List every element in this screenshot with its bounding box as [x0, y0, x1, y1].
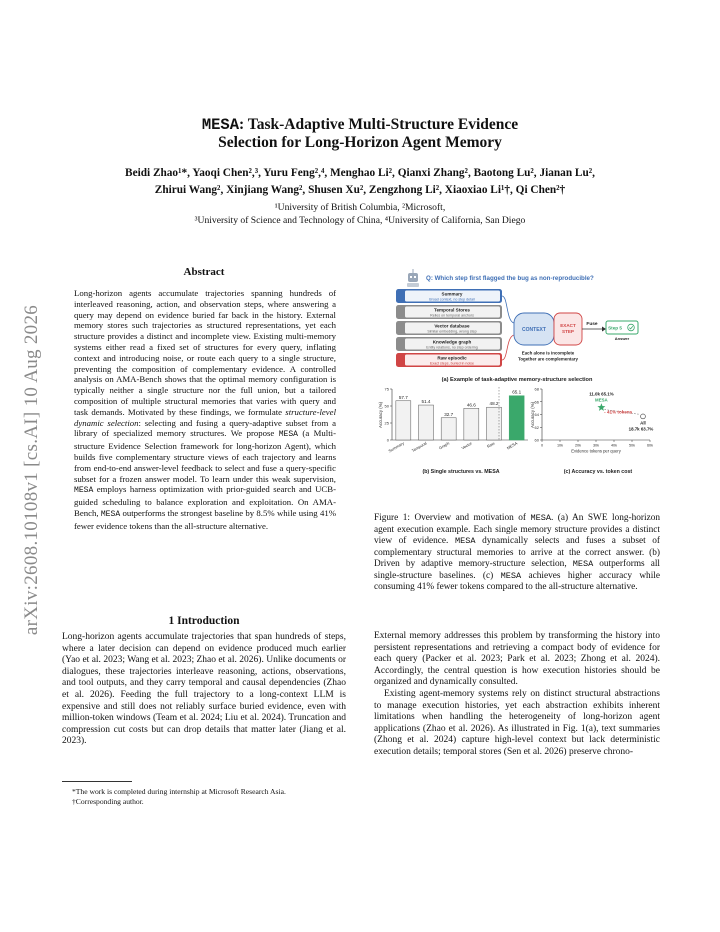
- abstract-method-name: MESA: [278, 430, 299, 440]
- panel-a-label: (a) Example of task-adaptive memory-structure selection: [441, 377, 593, 383]
- exact-step-label-1: EXACT: [560, 323, 576, 328]
- structure-desc: Exact steps, buried in noise: [430, 361, 474, 366]
- caption-method-name: MESA: [454, 536, 476, 546]
- abstract-text-4: employs harness optimization with prior-guided search and UCB-guided scheduling to balance exploration and exploitation. On AMA-Bench,: [74, 484, 336, 518]
- caption-text-5: achieves higher accuracy while consuming 41% fewer tokens compared to the all-structure alternative.: [374, 570, 660, 592]
- bar-y-tick-label: 50: [384, 403, 389, 409]
- bar-value-label: 46.6: [466, 402, 476, 408]
- abstract-body: [74, 288, 336, 532]
- arxiv-stamp-text: arXiv:2608.10108v1 [cs.AI] 10 Aug 2026: [21, 304, 42, 636]
- mesa-point-label: MESA: [595, 397, 608, 403]
- structure-summary: [396, 289, 502, 303]
- author-list: [60, 165, 660, 199]
- mesa-point-value: 11.0k 65.1%: [589, 391, 614, 397]
- bar-category-label: Raw: [486, 440, 496, 449]
- caption-text-3: dynamically selects and fuses a subset of complementary structural memories to arrive at the correct answer. (b) Driven by adaptive memory-structure selection,: [374, 536, 660, 569]
- affiliation-line-2: ³University of Science and Technology of China, ⁴University of California, San Diego: [194, 215, 526, 226]
- scatter-x-label: Evidence tokens per query: [571, 448, 621, 454]
- caption-method-name: MESA: [530, 513, 551, 523]
- author-line-1: Beidi Zhao¹*, Yaoqi Chen²,³, Yuru Feng²,⁴, Menghao Li², Qianxi Zhang², Baotong Lu², Jianan Lu²,: [125, 167, 595, 179]
- bar-value-label: 48.2: [489, 401, 499, 407]
- structure-desc: Entity relations, no step ordering: [426, 345, 478, 350]
- caption-method-name: MESA: [572, 559, 594, 569]
- answer-step: Step 5: [608, 325, 622, 331]
- bar-category-label: Vector: [460, 440, 473, 451]
- structure-desc: Broad context, no step detail: [429, 297, 475, 302]
- paper-title-line-2: Selection for Long-Horizon Agent Memory: [218, 134, 502, 151]
- scatter-x-tick-label: 40k: [610, 443, 618, 448]
- arxiv-stamp: [14, 255, 50, 685]
- point-all: [641, 414, 646, 419]
- structure-name: Temporal Stores: [434, 307, 470, 313]
- caption-text-2: . (a) An SWE long-horizon agent execution example. Each single memory structure provides a distinct view of evidence.: [374, 513, 661, 546]
- bar-category-label: Graph: [438, 440, 451, 451]
- structure-temporal: [396, 305, 502, 319]
- bar-summary: [396, 401, 411, 440]
- figure-caption: [374, 513, 660, 594]
- introduction-body: Long-horizon agents accumulate trajectories that span hundreds of steps, where a later decision can depend on evidence produced much earlier (Yao et al. 2023; Wang et al. 2023; Zhao et al. 2026). Unlike documents or dialogues, these trajectories interleave reasoning, actions, observations, and tool outputs, and they carry temporal and causal dependencies (Zhao et al. 2026). Feeding the full trajectory to a long-context LLM is expensive and still does not reliably surface buried evidence, even with million-token windows (Team et al. 2024; Liu et al. 2024). Truncation and compression cut costs but can drop details that matter later (Jiang et al. 2023).: [62, 632, 346, 747]
- bar-y-tick-label: 25: [384, 420, 389, 426]
- abstract-text-2: : selecting and fusing a query-adaptive subset from a library of specialized memory structures. We propose: [74, 417, 336, 439]
- affiliation-line-1: ¹University of British Columbia, ²Microsoft,: [274, 202, 446, 213]
- fuse-diagram: [514, 313, 582, 345]
- paragraph-existing-systems: Existing agent-memory systems rely on distinct structural abstractions to manage execution histories, yet each abstraction exhibits inherent limitations when handling the heterogeneity of long-horizon agent applications (Zhao et al. 2026). As illustrated in Fig. 1(a), text summaries (Zhong et al. 2024) capture high-level context but lack deterministic execution details; temporal stores (Sen et al. 2026) preserve chrono-: [374, 688, 660, 757]
- bar-y-tick-label: 75: [384, 386, 389, 392]
- bar-vector: [464, 408, 479, 440]
- answer-box: [606, 321, 638, 334]
- scatter-x-tick-label: 60k: [646, 443, 654, 448]
- fuse-label: Fuse: [586, 322, 598, 327]
- scatter-x-tick-label: 50k: [628, 443, 636, 448]
- scatter-y-tick-label: 62: [534, 424, 539, 430]
- paragraph-external-memory: External memory addresses this problem by transforming the history into persistent representations and retrieving a compact body of evidence for each query (Packer et al. 2023; Park et al. 2023; Zhong et al. 2024). Accordingly, the central question is how execution histories should be organized and dynamically consulted.: [374, 631, 660, 688]
- structure-desc: Relies on temporal anchors: [430, 313, 474, 318]
- caption-text-1: Figure 1: Overview and motivation of: [374, 513, 531, 523]
- scatter-y-tick-label: 66: [534, 399, 539, 405]
- summary-connector: [502, 296, 514, 323]
- scatter-chart: [530, 387, 653, 454]
- structure-name: Knowledge graph: [432, 339, 472, 345]
- all-point-value: 18.7k 63.7%: [628, 426, 654, 432]
- bar-category-label: Summary: [387, 440, 405, 454]
- abstract-text-5: outperforms the strongest baseline by 8.5% while using 41% fewer evidence tokens than the all-structure alternative.: [74, 507, 336, 531]
- structure-vector: [396, 321, 502, 335]
- structure-name: Summary: [441, 291, 463, 297]
- all-point-label: All: [640, 420, 646, 426]
- panel-b-label: (b) Single structures vs. MESA: [422, 469, 500, 475]
- author-line-2: Zhirui Wang², Xinjiang Wang², Shusen Xu², Zengzhong Li², Xiaoxiao Li¹†, Qi Chen²†: [154, 184, 566, 196]
- footnote-rule: [62, 781, 132, 782]
- scatter-x-tick-label: 30k: [592, 443, 600, 448]
- caption-text-4: outperforms all single-structure baselines. (c): [374, 559, 660, 581]
- bar-value-label: 32.7: [444, 411, 454, 417]
- structure-graph: [396, 337, 502, 351]
- abstract-text-1: Long-horizon agents accumulate trajectories spanning hundreds of interleaved reasoning, action, and observation steps, where answering a query may depend on evidence buried far back in the history. External memory stores such trajectories as structured representations, yet each structure provides a distinct and incomplete view. Existing multi-memory systems either read a fixed set of structures for every query, inflating context and introducing noise, or route each query to a single structure, preventing the composition of complementary evidence. A controlled analysis on AMA-Bench shows that the optimal memory configuration is typically neither a single structure nor the full union, but a tailored composition of multiple structural memories that varies with query and task demands. Motivated by these findings, we formulate: [74, 288, 336, 417]
- bar-value-label: 65.1: [512, 389, 522, 395]
- bar-category-label: MESA: [505, 440, 519, 451]
- footnote-internship: *The work is completed during internship at Microsoft Research Asia.: [72, 787, 286, 796]
- scatter-x-tick-label: 0: [540, 443, 544, 448]
- figure-1: [374, 265, 660, 509]
- panel-c-label: (c) Accuracy vs. token cost: [563, 469, 633, 475]
- context-label: CONTEXT: [522, 327, 546, 333]
- abstract-heading: Abstract: [183, 266, 225, 278]
- paper-title-line-1: [60, 116, 660, 134]
- affiliations: [60, 201, 660, 227]
- bar-y-tick-label: 0: [386, 437, 389, 443]
- bar-temporal: [419, 405, 434, 440]
- title-line-1-rest: : Task-Adaptive Multi-Structure Evidence: [239, 116, 519, 133]
- right-column-body: [374, 631, 660, 759]
- abstract-method-name: MESA: [100, 509, 121, 519]
- footnotes: [62, 787, 346, 807]
- bar-value-label: 51.4: [421, 399, 431, 405]
- bar-value-label: 57.7: [398, 394, 408, 400]
- structure-desc: Similar embedding, wrong step: [427, 329, 477, 334]
- abstract-emphasis: structure-level dynamic selection: [74, 406, 336, 428]
- incomplete-note-2: Together are complementary: [518, 356, 578, 362]
- structure-name: Vector database: [434, 323, 470, 329]
- figure-question: Q: Which step first flagged the bug as non-reproducible?: [426, 275, 594, 282]
- title-method-name: MESA: [201, 116, 240, 134]
- figure-1-svg: [374, 265, 660, 509]
- exact-step-label-2: STEP: [562, 329, 574, 334]
- scatter-y-tick-label: 60: [534, 437, 539, 443]
- fuse-arrowhead: [602, 327, 606, 332]
- robot-icon: [407, 269, 419, 287]
- bar-chart: [378, 387, 528, 454]
- bar-mesa: [509, 396, 524, 440]
- scatter-y-label: Accuracy (%): [530, 401, 535, 429]
- scatter-x-tick-label: 20k: [574, 443, 582, 448]
- bar-category-label: Temporal: [410, 440, 428, 454]
- introduction-heading: 1 Introduction: [168, 615, 240, 627]
- raw-connector: [502, 335, 514, 360]
- scatter-x-tick-label: 10k: [556, 443, 564, 448]
- scatter-y-tick-label: 68: [534, 386, 539, 392]
- answer-label: Answer: [614, 336, 630, 341]
- footnote-corresponding: †Corresponding author.: [72, 797, 144, 806]
- caption-method-name: MESA: [500, 570, 522, 581]
- abstract-text-3: (a Multi-structure Evidence Selection framework for long-horizon Agent), which builds five complementary structure views of each trajectory and learns from end-to-end answer-level feedback to select and fuse a query-specific subset for a frozen answer model. To learn under this weak supervision,: [74, 428, 336, 484]
- scatter-y-tick-label: 64: [534, 412, 539, 417]
- incomplete-note-1: Each alone is incomplete: [521, 350, 575, 356]
- structure-name: Raw episodic: [437, 355, 467, 361]
- tokens-delta-label: - 41% tokens: [604, 409, 633, 415]
- structure-raw: [396, 353, 502, 367]
- bar-y-label: Accuracy (%): [378, 401, 383, 429]
- abstract-method-name: MESA: [74, 486, 94, 496]
- bar-graph: [441, 418, 456, 440]
